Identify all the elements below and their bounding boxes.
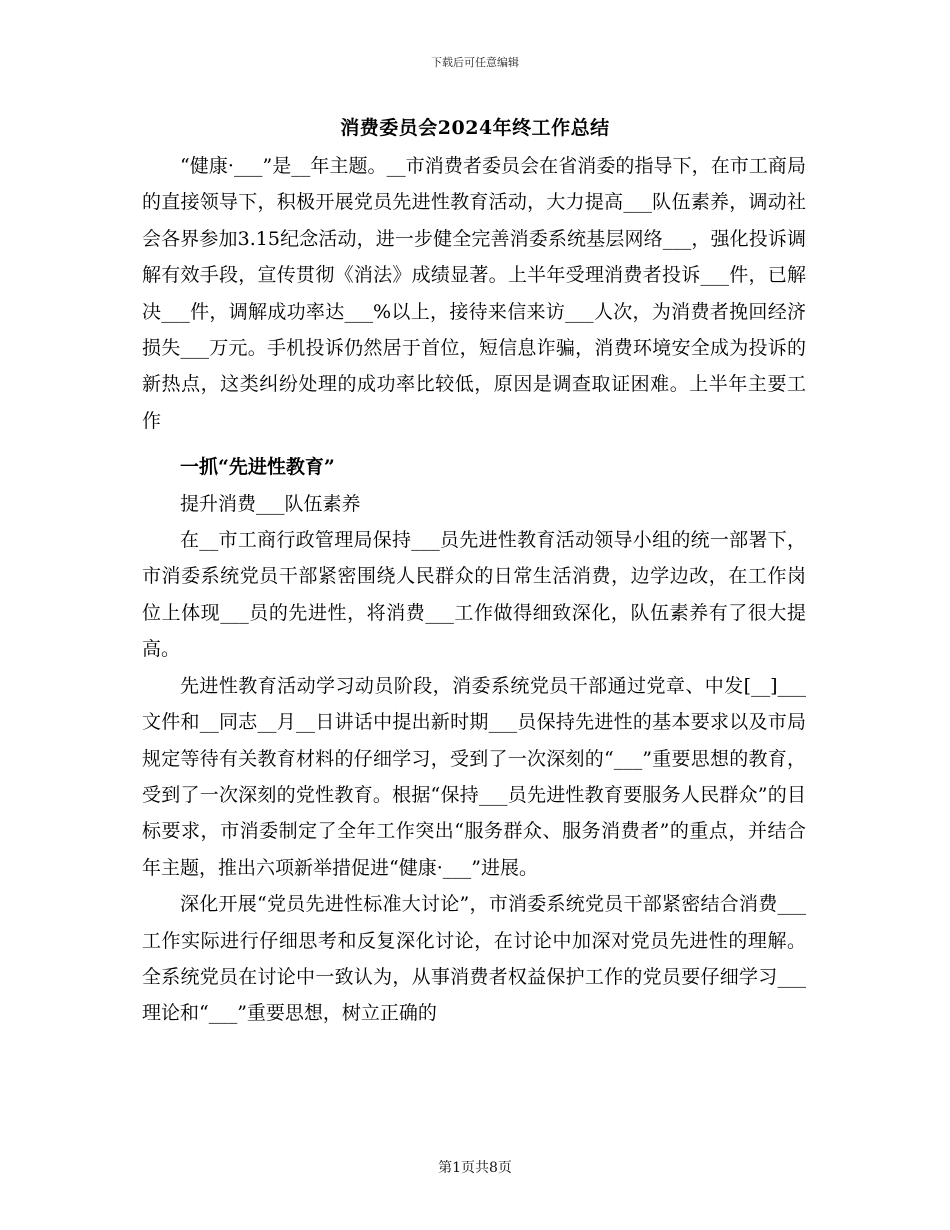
section-heading: 一抓“先进性教育” [180, 456, 335, 479]
paragraph-deployment: 在__市工商行政管理局保持___员先进性教育活动领导小组的统一部署下，市消委系统党员干部紧密围绕人民群众的日常生活消费，边学边改，在工作岗位上体现___员的先进性，将消费___工作做得细致深化，队伍素养有了很大提高。 [142, 529, 806, 661]
document-title: 消费委员会2024年终工作总结 [340, 117, 610, 139]
paragraph-study-phase: 先进性教育活动学习动员阶段，消委系统党员干部通过党章、中发[__]___文件和__同志__月__日讲话中提出新时期___员保持先进性的基本要求以及市局规定等待有关教育材料的仔细学习，受到了一次深刻的“___”重要思想的教育，受到了一次深刻的党性教育。根据“保持___员先进性教育要服务人民群众”的目标要求，市消委制定了全年工作突出“服务群众、服务消费者”的重点，并结合年主题，推出六项新举措促进“健康·___”进展。 [142, 674, 806, 879]
document-body [142, 148, 806, 1032]
header-note: 下载后可任意编辑 [431, 56, 519, 69]
paragraph-subheading: 提升消费___队伍素养 [180, 492, 361, 515]
page-number: 第1页共8页 [438, 1160, 512, 1176]
paragraph-intro: “健康·___”是__年主题。__市消费者委员会在省消委的指导下，在市工商局的直接领导下，积极开展党员先进性教育活动，大力提高___队伍素养，调动社会各界参加3.15纪念活动，进一步健全完善消委系统基层网络___，强化投诉调解有效手段，宣传贯彻《消法》成绩显著。上半年受理消费者投诉___件，已解决___件，调解成功率达___%以上，接待来信来访___人次，为消费者挽回经济损失___万元。手机投诉仍然居于首位，短信息诈骗，消费环境安全成为投诉的新热点，这类纠纷处理的成功率比较低，原因是调查取证困难。上半年主要工作 [142, 155, 806, 432]
paragraph-discussion: 深化开展“党员先进性标准大讨论”，市消委系统党员干部紧密结合消费___工作实际进行仔细思考和反复深化讨论，在讨论中加深对党员先进性的理解。全系统党员在讨论中一致认为，从事消费者权益保护工作的党员要仔细学习___理论和“___”重要思想，树立正确的 [142, 893, 806, 1025]
